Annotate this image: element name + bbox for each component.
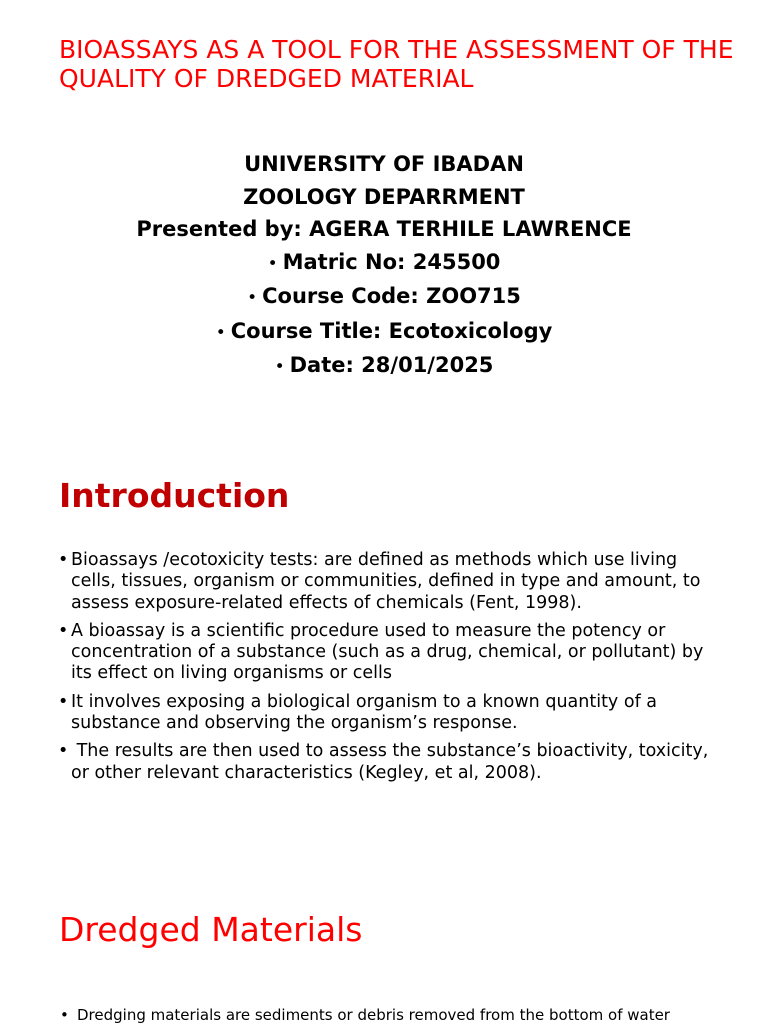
list-item-text: The results are then used to assess the substance’s bioactivity, toxicity, or other relevant characteristics (Kegley, et al, 2008). [71, 741, 714, 783]
list-item [58, 550, 718, 614]
bullet-icon: • [58, 691, 69, 712]
title-slide [0, 0, 768, 440]
presentation-date: Date: 28/01/2025 [289, 353, 494, 377]
dredged-materials-heading: Dredged Materials [59, 910, 363, 949]
introduction-bullet-list [58, 550, 718, 791]
course-code: Course Code: ZOO715 [262, 284, 521, 308]
list-item-text: Bioassays /ecotoxicity tests: are defined as methods which use living cells, tissues, organism or communities, defined in type and amount, to assess exposure-related effects of chemicals (Fent, 1998). [71, 550, 701, 613]
presenter-name: Presented by: AGERA TERHILE LAWRENCE [136, 217, 632, 241]
bullet-icon: • [247, 288, 258, 308]
introduction-slide [0, 440, 768, 880]
info-bullet-course-code [0, 280, 768, 315]
list-item-text: A bioassay is a scientific procedure used to measure the potency or concentration of a substance (such as a drug, chemical, or pollutant) by its effect on living organisms or cells [71, 620, 704, 684]
bullet-icon: • [58, 741, 69, 762]
list-item-text: Dredging materials are sediments or debris removed from the bottom of water [77, 1006, 670, 1024]
bullet-icon: • [267, 253, 278, 274]
bullet-icon: • [215, 322, 226, 343]
dredged-materials-slide [0, 880, 768, 1024]
list-item [58, 621, 718, 685]
list-item [60, 1006, 740, 1025]
info-bullet-course-title [0, 315, 768, 350]
list-item [58, 692, 718, 735]
department-name: ZOOLOGY DEPARRMENT [243, 184, 525, 209]
presentation-title: BIOASSAYS AS A TOOL FOR THE ASSESSMENT OF THE QUALITY OF DREDGED MATERIAL [59, 35, 734, 93]
list-item-text: It involves exposing a biological organism to a known quantity of a substance and observing the organism’s response. [71, 691, 658, 734]
introduction-heading: Introduction [59, 476, 290, 515]
bullet-icon: • [58, 620, 69, 641]
university-name: UNIVERSITY OF IBADAN [244, 152, 524, 176]
presenter-info [0, 148, 768, 384]
course-title: Course Title: Ecotoxicology [230, 318, 553, 343]
info-bullet-matric [0, 246, 768, 281]
info-bullet-date [0, 349, 768, 384]
bullet-icon: • [274, 357, 285, 377]
bullet-icon: • [58, 550, 69, 570]
list-item [58, 741, 718, 784]
dredged-materials-bullet-list [60, 1006, 740, 1025]
bullet-icon: • [60, 1006, 69, 1024]
matric-number: Matric No: 245500 [282, 249, 501, 274]
